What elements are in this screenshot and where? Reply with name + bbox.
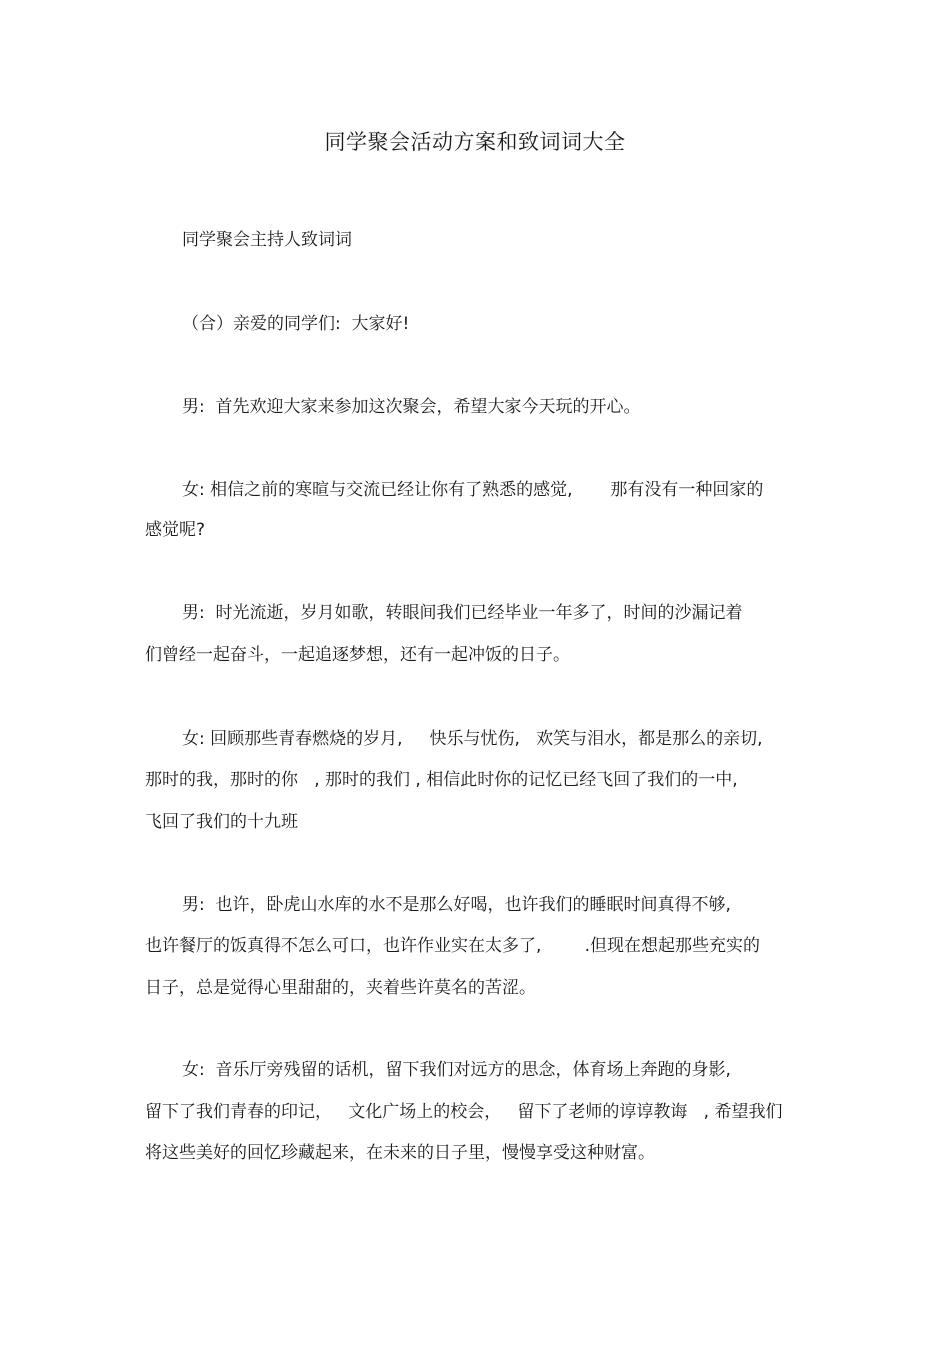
paragraph-line: 男: 也许，卧虎山水库的水不是那么好喝，也许我们的睡眠时间真得不够, <box>182 895 731 915</box>
paragraph-line: 飞回了我们的十九班 <box>145 812 298 832</box>
paragraph-line: 将这些美好的回忆珍藏起来，在未来的日子里，慢慢享受这种财富。 <box>145 1143 655 1163</box>
paragraph-line: 那时的我，那时的你 , 那时的我们 , 相信此时你的记忆已经飞回了我们的一中, <box>145 770 738 790</box>
paragraph-line: 感觉呢? <box>145 520 206 540</box>
paragraph-line: 女: 回顾那些青春燃烧的岁月, 快乐与忧伤, 欢笑与泪水，都是那么的亲切, <box>182 729 763 749</box>
paragraph-line: 男: 时光流逝，岁月如歌，转眼间我们已经毕业一年多了，时间的沙漏记着 <box>182 603 743 623</box>
section-heading: 同学聚会主持人致词词 <box>182 230 352 250</box>
paragraph-line: 们曾经一起奋斗，一起追逐梦想，还有一起冲饭的日子。 <box>145 645 570 665</box>
paragraph-line: 女: 相信之前的寒暄与交流已经让你有了熟悉的感觉, 那有没有一种回家的 <box>182 480 764 500</box>
document-title: 同学聚会活动方案和致词词大全 <box>324 130 626 154</box>
paragraph-line: 也许餐厅的饭真得不怎么可口，也许作业实在太多了, .但现在想起那些充实的 <box>145 936 761 956</box>
paragraph-line: 女: 音乐厅旁残留的话机，留下我们对远方的思念，体育场上奔跑的身影, <box>182 1060 731 1080</box>
paragraph-line: （合）亲爱的同学们: 大家好! <box>182 314 410 334</box>
paragraph-line: 留下了我们青春的印记， 文化广场上的校会， 留下了老师的谆谆教诲 , 希望我们 <box>145 1102 783 1122</box>
paragraph-line: 男: 首先欢迎大家来参加这次聚会，希望大家今天玩的开心。 <box>182 397 641 417</box>
paragraph-line: 日子，总是觉得心里甜甜的，夹着些许莫名的苦涩。 <box>145 978 536 998</box>
